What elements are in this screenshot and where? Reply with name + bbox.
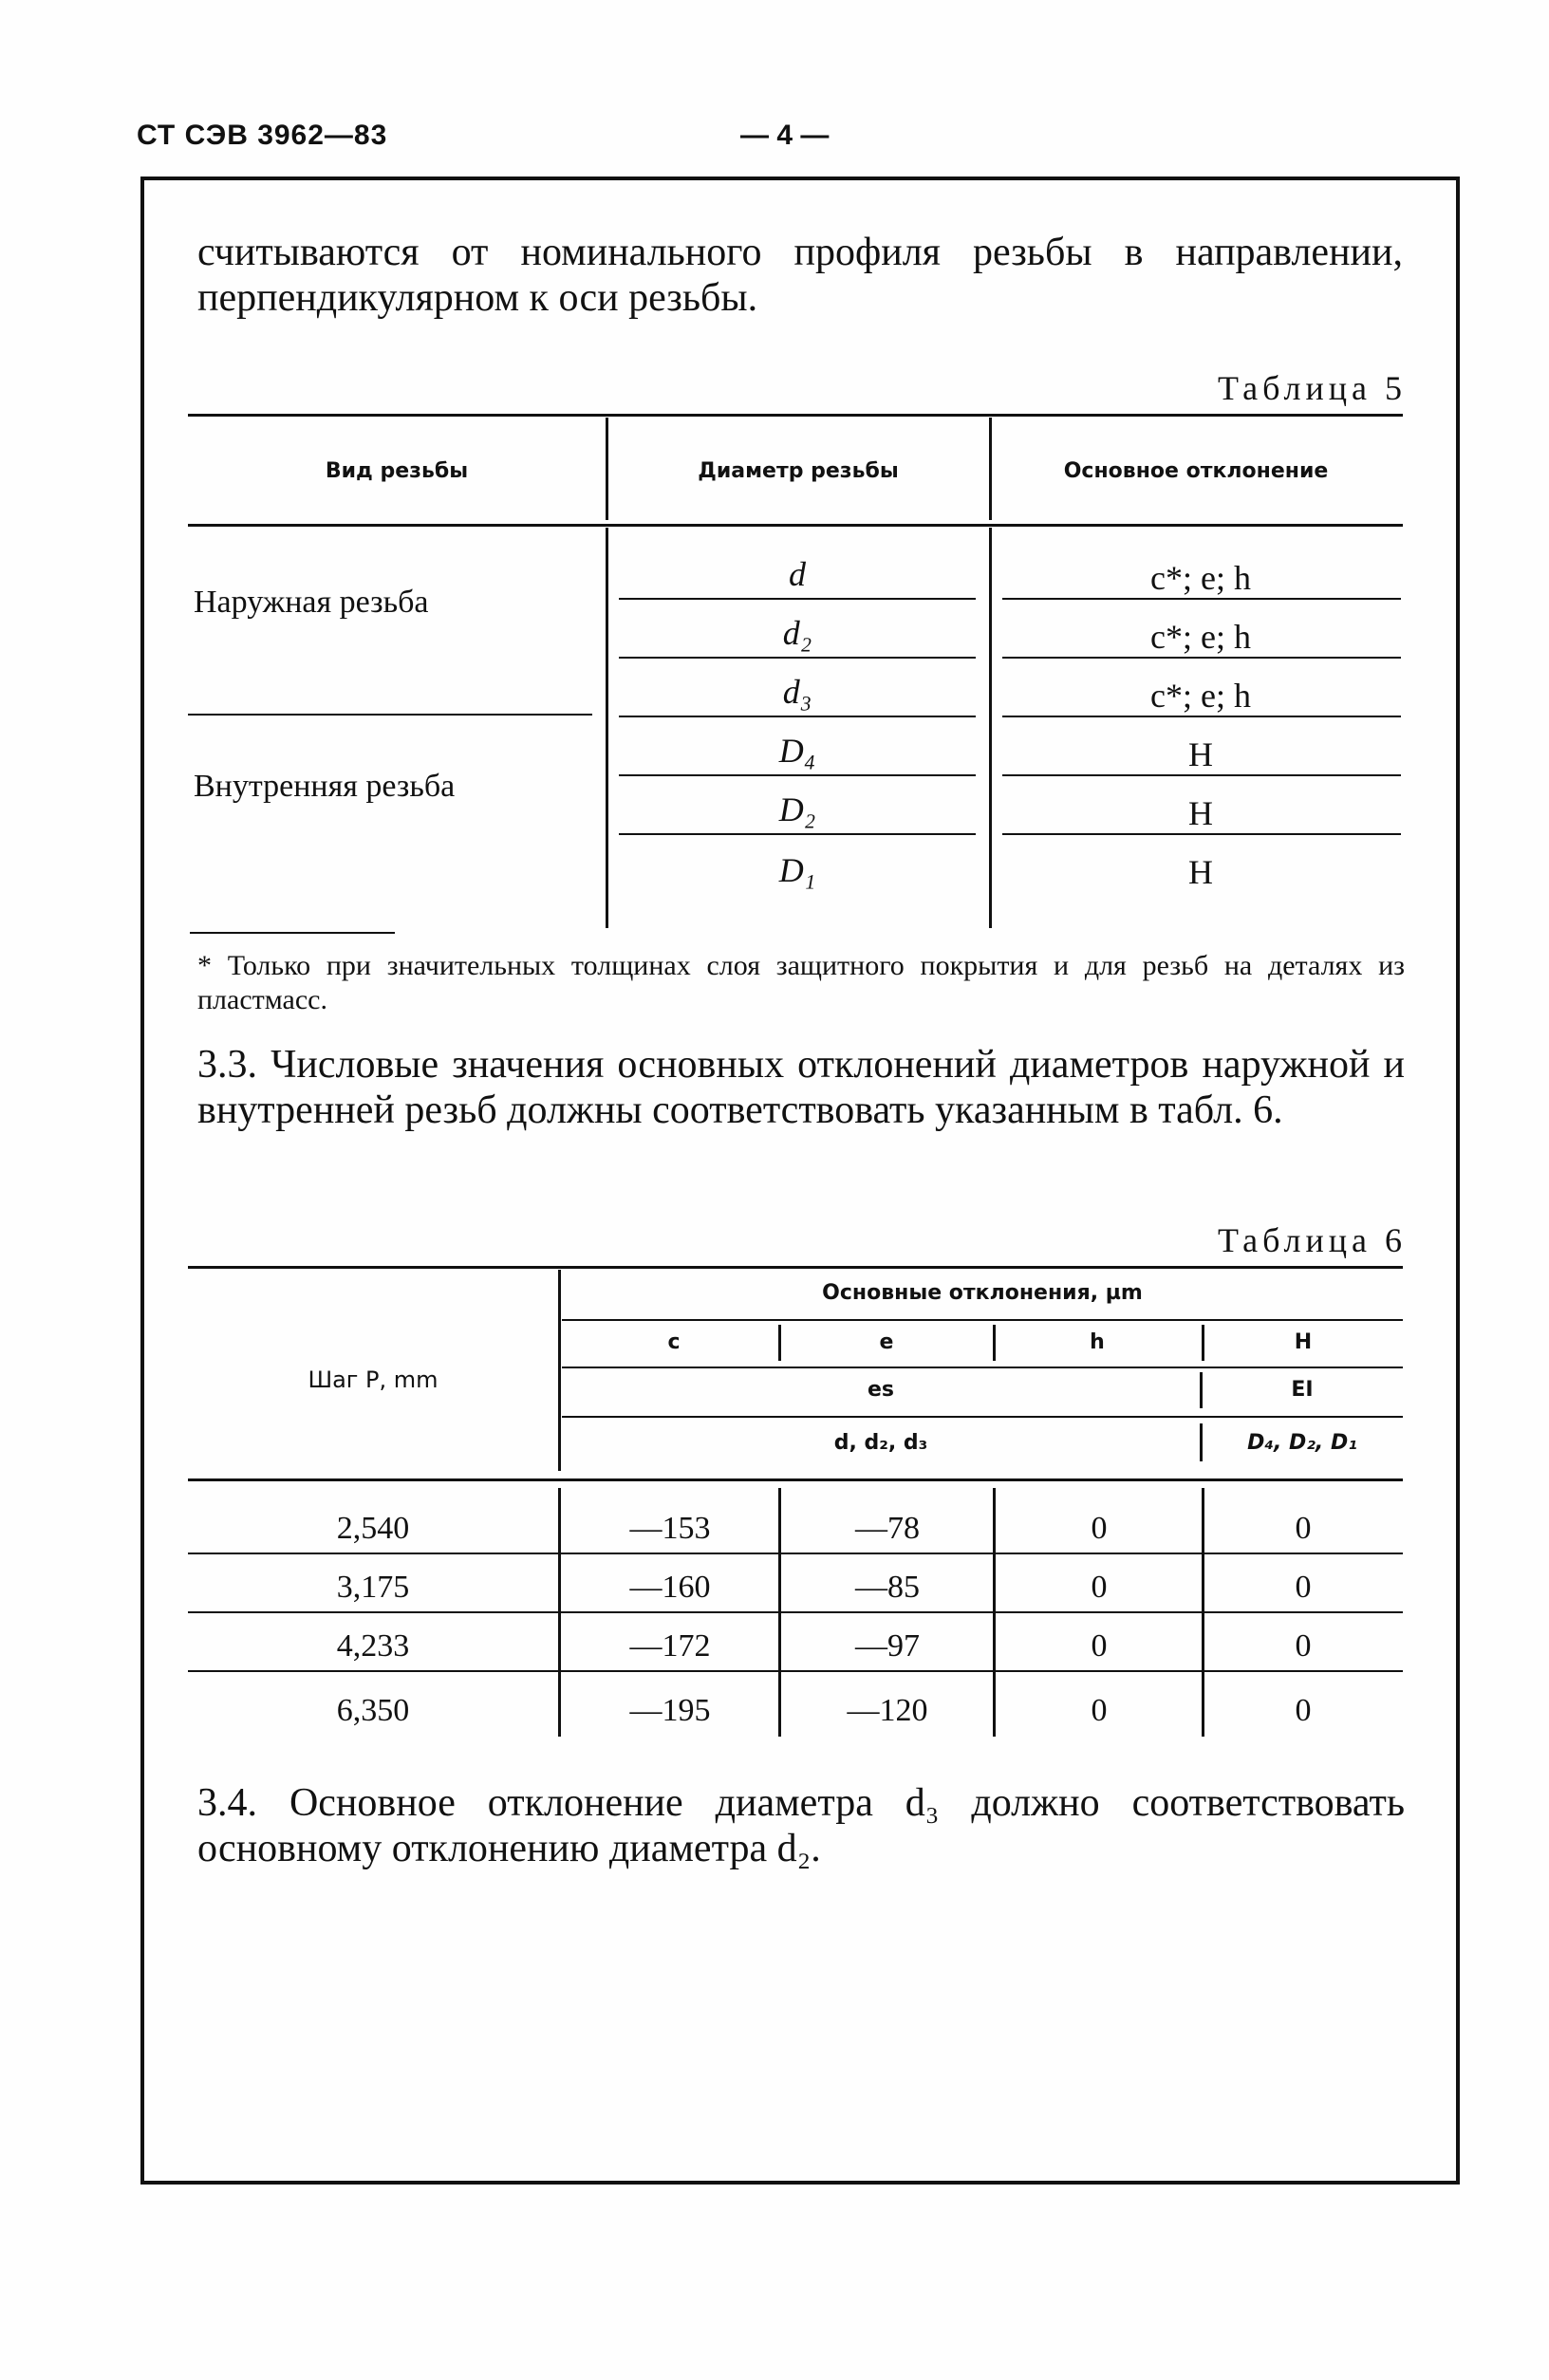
footnote-rule (190, 932, 395, 934)
table-6-top-rule (188, 1266, 1403, 1269)
table-6-ei-label: EI (1291, 1378, 1314, 1402)
c-cell: —172 (629, 1628, 711, 1664)
c-cell: —160 (629, 1570, 711, 1605)
table-6-header-rule (562, 1319, 1403, 1321)
table-5-header-kind: Вид резьбы (325, 459, 469, 483)
pitch-cell: 3,175 (336, 1570, 410, 1605)
h-cell: 0 (1091, 1693, 1108, 1728)
section-3-4: 3.4. Основное отклонение диаметра d₃ должно соответствовать основному отклонению диаметра d₂. (197, 1781, 1405, 1870)
table-5-row-rule (1002, 774, 1401, 776)
e-cell: —78 (855, 1511, 920, 1546)
table-6-subheader-divider (993, 1325, 996, 1361)
table-6-outer-diams: d, d₂, d₃ (833, 1431, 928, 1455)
table-5-row-rule (1002, 833, 1401, 835)
table-6-dev-h: h (1090, 1330, 1105, 1354)
table-5-diameter: d₂ (782, 614, 812, 652)
table-5-col-divider (606, 528, 608, 928)
table-5-caption: Таблица 5 (1218, 369, 1407, 407)
table-5-row-rule (619, 598, 976, 600)
table-5-row-rule (619, 833, 976, 835)
e-cell: —97 (855, 1628, 920, 1664)
table-5-diameter: D₂ (778, 790, 816, 828)
table-5-diameter: d (789, 555, 806, 593)
table-6-subheader-divider (1200, 1423, 1203, 1461)
table-5-group-inner: Внутренняя резьба (194, 769, 456, 804)
table-5-footnote: * Только при значительных толщинах слоя защитного покрытия и для резьб на деталях из пластмасс. (197, 950, 1405, 1015)
table-6-caption: Таблица 6 (1218, 1221, 1407, 1259)
table-5-row-rule (619, 774, 976, 776)
table-6-row-rule (188, 1670, 1403, 1672)
document-id: СТ СЭВ 3962—83 (137, 120, 388, 151)
page-number: — 4 — (740, 120, 830, 151)
table-5-row-rule (1002, 716, 1401, 717)
table-5-row-rule (1002, 657, 1401, 659)
table-6-subheader-divider (1202, 1325, 1204, 1361)
H-cell: 0 (1295, 1693, 1312, 1728)
pitch-cell: 6,350 (336, 1693, 410, 1728)
table-5-row-rule (1002, 598, 1401, 600)
H-cell: 0 (1295, 1628, 1312, 1664)
table-6-pitch-divider (558, 1270, 561, 1471)
table-5-group-rule (188, 714, 592, 716)
e-cell: —85 (855, 1570, 920, 1605)
table-5-deviation: H (1188, 853, 1213, 891)
table-5-deviation: c*; e; h (1150, 618, 1251, 656)
table-5-row-rule (619, 657, 976, 659)
table-6-dev-c: c (667, 1330, 681, 1354)
pitch-cell: 4,233 (336, 1628, 410, 1664)
table-5-diameter: d₃ (782, 673, 812, 711)
pitch-cell: 2,540 (336, 1511, 410, 1546)
H-cell: 0 (1295, 1570, 1312, 1605)
table-6-es-label: es (867, 1378, 894, 1402)
table-5-header-deviation: Основное отклонение (1063, 459, 1329, 483)
table-5-deviation: H (1188, 735, 1213, 773)
table-6-dev-H: H (1294, 1330, 1313, 1354)
table-6-row-rule (188, 1553, 1403, 1554)
table-6-row-rule (188, 1611, 1403, 1613)
table-5-diameter: D₁ (778, 851, 816, 889)
table-5-header-diameter: Диаметр резьбы (698, 459, 899, 483)
e-cell: —120 (847, 1693, 928, 1728)
table-6-pitch-header: Шаг P, mm (308, 1367, 439, 1393)
intro-paragraph: считываются от номинального профиля резьбы в направлении, перпендикулярном к оси резьбы. (197, 231, 1403, 320)
table-6-subheader-rule (562, 1367, 1403, 1368)
table-6-inner-diams: D₄, D₂, D₁ (1247, 1431, 1357, 1455)
table-5-deviation: c*; e; h (1150, 677, 1251, 715)
table-5-header-rule (188, 524, 1403, 527)
c-cell: —195 (629, 1693, 711, 1728)
table-5-col-divider (989, 528, 992, 928)
table-5-row-rule (619, 716, 976, 717)
section-3-3: 3.3. Числовые значения основных отклонений диаметров наружной и внутренней резьб должны соответствовать указанным в табл. 6. (197, 1043, 1405, 1132)
table-5-deviation: H (1188, 794, 1213, 832)
table-5-group-outer: Наружная резьба (194, 585, 429, 620)
H-cell: 0 (1295, 1511, 1312, 1546)
h-cell: 0 (1091, 1511, 1108, 1546)
c-cell: —153 (629, 1511, 711, 1546)
table-5-deviation: c*; e; h (1150, 559, 1251, 597)
table-6-dev-e: e (879, 1330, 894, 1354)
h-cell: 0 (1091, 1628, 1108, 1664)
table-6-header-bottom-rule (188, 1478, 1403, 1481)
table-5-top-rule (188, 414, 1403, 417)
h-cell: 0 (1091, 1570, 1108, 1605)
table-6-subheader-rule (562, 1416, 1403, 1418)
table-6-subheader-divider (778, 1325, 781, 1361)
table-6-group-header: Основные отклонения, µm (822, 1281, 1143, 1305)
table-6-subheader-divider (1200, 1372, 1203, 1408)
table-5-diameter: D₄ (778, 732, 816, 770)
